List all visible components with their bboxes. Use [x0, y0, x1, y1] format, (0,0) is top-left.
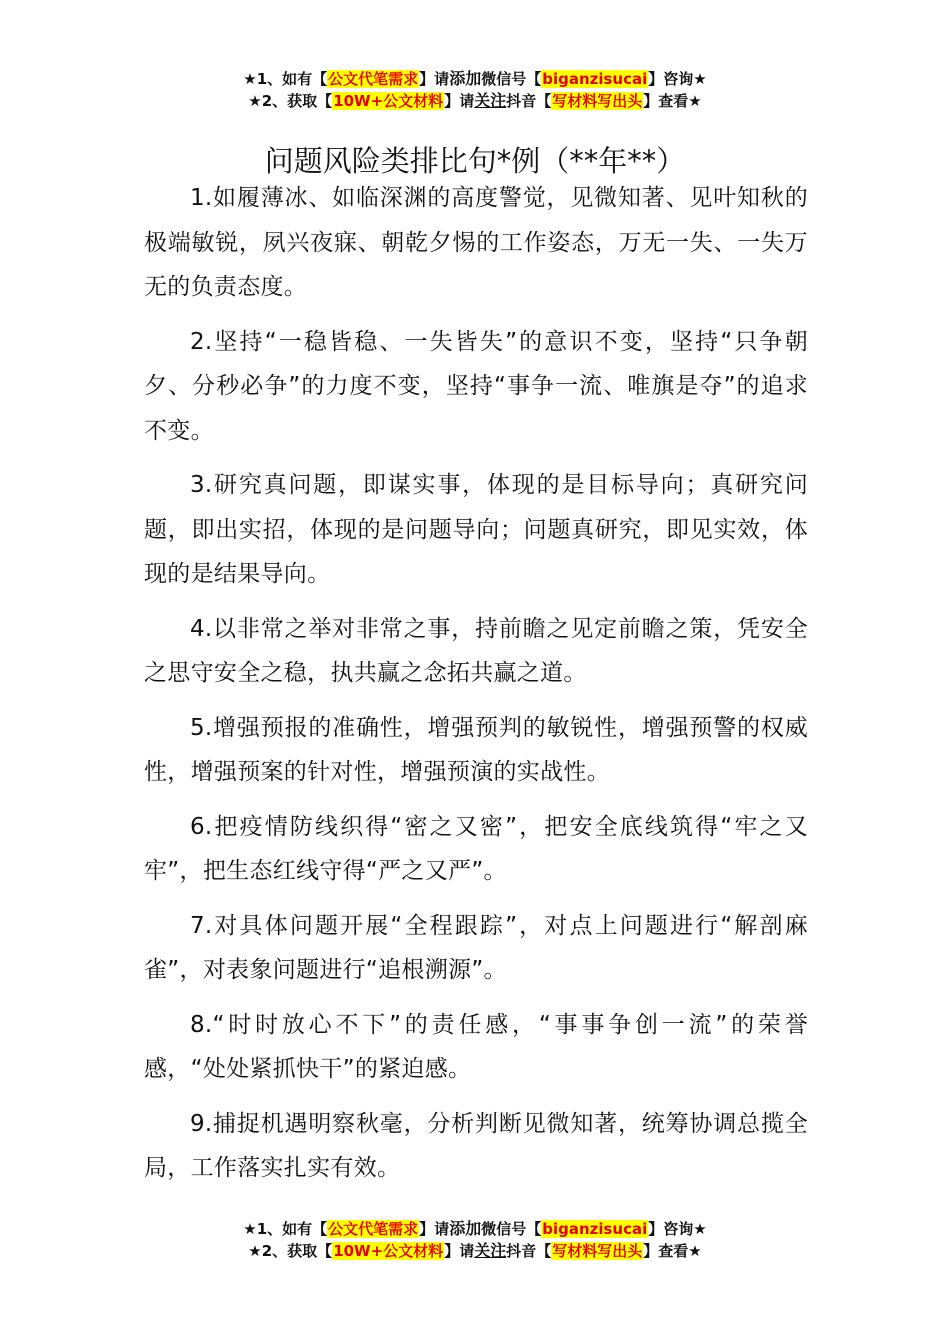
- promo-footer: [0, 1218, 950, 1262]
- promo-text: 微信号【: [481, 70, 542, 88]
- promo-highlight: 写材料写出头: [552, 1242, 643, 1260]
- promo-text: 】请: [444, 92, 475, 110]
- promo-text: 】查看★: [643, 92, 702, 110]
- promo-text: ★1、如有【: [243, 1220, 328, 1238]
- paragraph-2: 2.坚持“一稳皆稳、一失皆失”的意识不变，坚持“只争朝夕、分秒必争”的力度不变，坚持“事争一流、唯旗是夺”的追求不变。: [144, 328, 808, 444]
- promo-emphasis: 添加: [449, 1219, 482, 1238]
- promo-highlight: biganzisucai: [542, 1220, 648, 1238]
- paragraph-5: 5.增强预报的准确性，增强预判的敏锐性，增强预警的权威性，增强预案的针对性，增强预演的实战性。: [144, 714, 808, 785]
- promo-text: ★2、获取【: [248, 92, 333, 110]
- promo-text: 】请: [444, 1242, 475, 1260]
- promo-line-2: [0, 1240, 950, 1262]
- paragraph-3: 3.研究真问题，即谋实事，体现的是目标导向；真研究问题，即出实招，体现的是问题导向；问题真研究，即见实效，体现的是结果导向。: [144, 472, 808, 587]
- paragraph-9: 9.捕捉机遇明察秋毫，分析判断见微知著，统筹协调总揽全局，工作落实扎实有效。: [144, 1110, 808, 1181]
- promo-line-1: [0, 1218, 950, 1240]
- promo-header: [0, 68, 950, 112]
- promo-text: ★1、如有【: [243, 70, 328, 88]
- paragraph-6: 6.把疫情防线织得“密之又密”，把安全底线筑得“牢之又牢”，把生态红线守得“严之又严”。: [144, 813, 808, 884]
- promo-text: 】咨询★: [648, 1220, 707, 1238]
- document-body: [144, 176, 808, 1201]
- paragraph-7: 7.对具体问题开展“全程跟踪”，对点上问题进行“解剖麻雀”，对表象问题进行“追根溯源”。: [144, 912, 808, 983]
- promo-highlight: 公文代笔需求: [328, 1220, 419, 1238]
- promo-text: 】请: [419, 70, 450, 88]
- promo-line-2: [0, 90, 950, 112]
- promo-highlight: biganzisucai: [542, 70, 648, 88]
- promo-text: 抖音【: [506, 1242, 552, 1260]
- promo-emphasis: 关注: [474, 1241, 507, 1260]
- promo-emphasis: 添加: [449, 69, 482, 88]
- promo-text: 】请: [419, 1220, 450, 1238]
- promo-highlight: 写材料写出头: [552, 92, 643, 110]
- document-title: 问题风险类排比句*例（**年**）: [264, 144, 686, 179]
- promo-text: ★2、获取【: [248, 1242, 333, 1260]
- promo-emphasis: 关注: [474, 91, 507, 110]
- promo-text: 微信号【: [481, 1220, 542, 1238]
- promo-text: 抖音【: [506, 92, 552, 110]
- paragraph-1: 1.如履薄冰、如临深渊的高度警觉，见微知著、见叶知秋的极端敏锐，夙兴夜寐、朝乾夕惕的工作姿态，万无一失、一失万无的负责态度。: [144, 185, 808, 300]
- promo-highlight: 10W+公文材料: [333, 1242, 444, 1260]
- paragraph-4: 4.以非常之举对非常之事，持前瞻之见定前瞻之策，凭安全之思守安全之稳，执共赢之念拓共赢之道。: [144, 615, 808, 686]
- promo-highlight: 10W+公文材料: [333, 92, 444, 110]
- promo-line-1: [0, 68, 950, 90]
- promo-text: 】咨询★: [648, 70, 707, 88]
- paragraph-8: 8.“时时放心不下”的责任感，“事事争创一流”的荣誉感，“处处紧抓快干”的紧迫感。: [144, 1011, 808, 1082]
- promo-text: 】查看★: [643, 1242, 702, 1260]
- promo-highlight: 公文代笔需求: [328, 70, 419, 88]
